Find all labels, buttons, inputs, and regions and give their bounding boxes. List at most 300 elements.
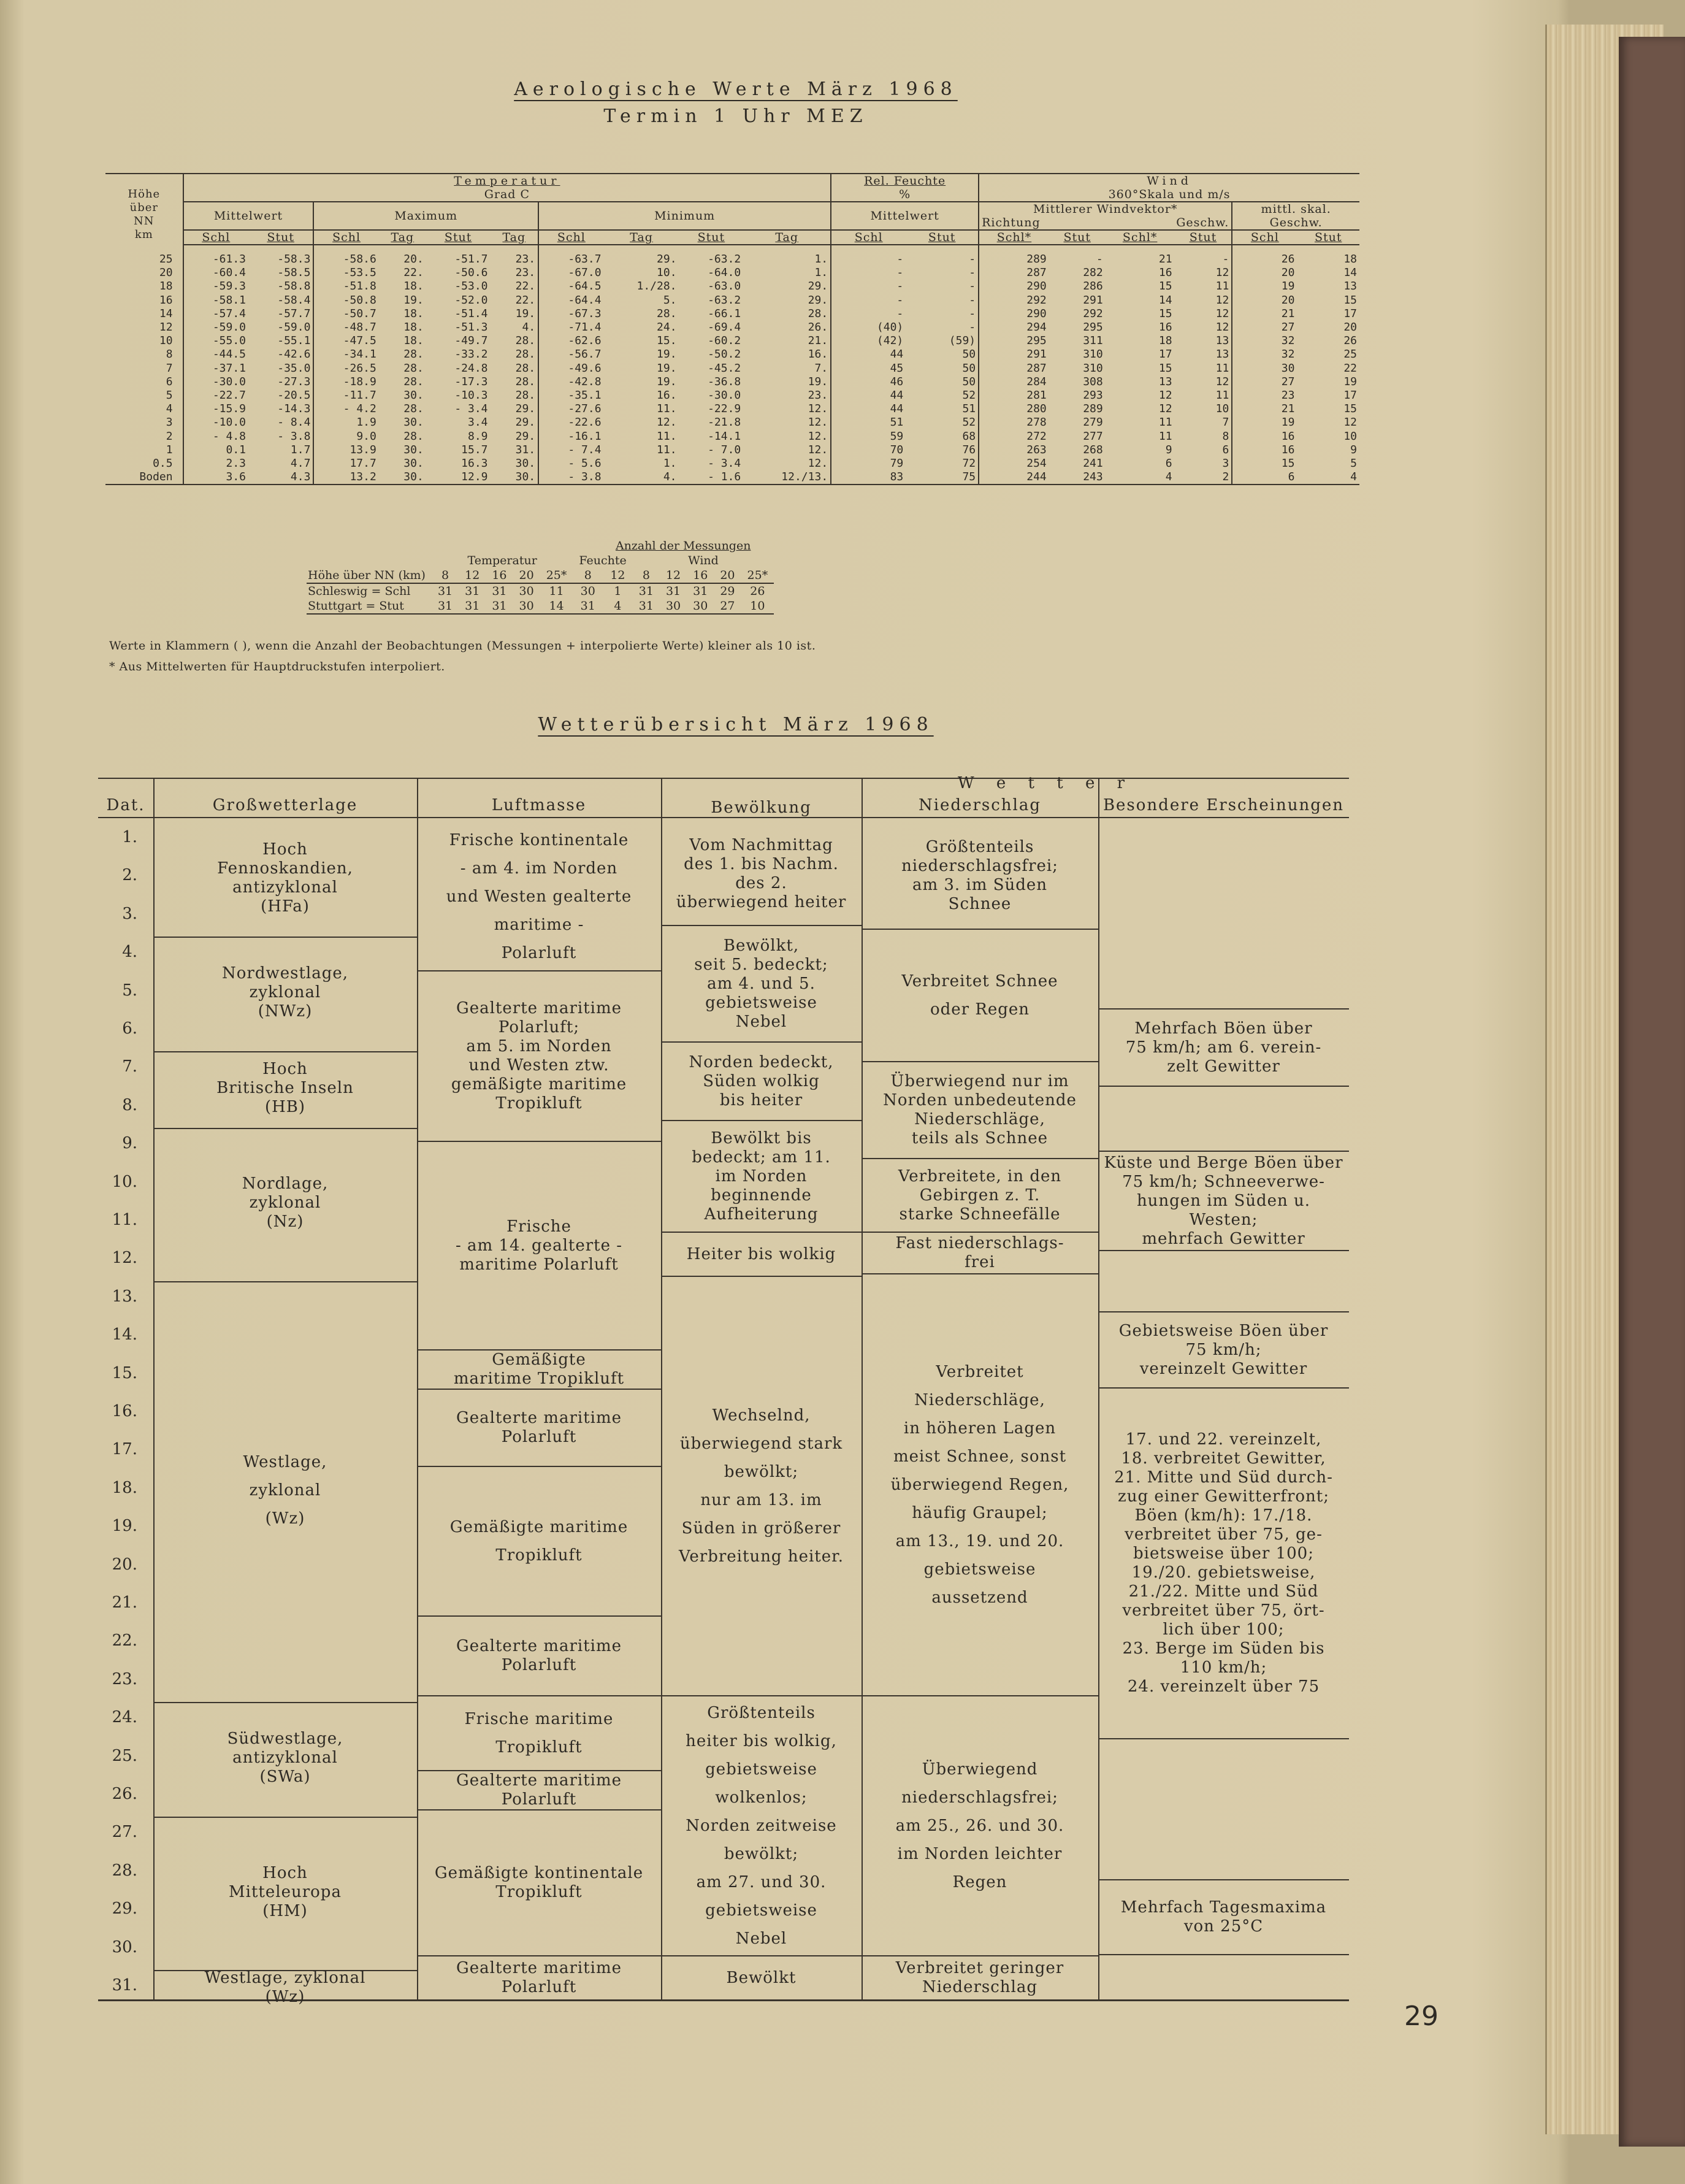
value-cell: -50.7 bbox=[313, 307, 378, 321]
row-rule bbox=[1098, 1387, 1349, 1389]
cell-line: maritime Tropikluft bbox=[453, 1370, 625, 1388]
height-cell: 14 bbox=[159, 307, 173, 320]
value-cell: -49.7 bbox=[454, 334, 488, 348]
day-number: 19. bbox=[112, 1517, 137, 1536]
page-number: 29 bbox=[1404, 2001, 1439, 2032]
cell-line: gebietsweise bbox=[923, 1560, 1036, 1579]
table-row bbox=[105, 416, 1359, 429]
value-cell: 11. bbox=[657, 429, 677, 443]
cell-line: gebietsweise bbox=[705, 1760, 817, 1779]
height-cell: Boden bbox=[105, 470, 183, 485]
weather-type-cell bbox=[157, 937, 413, 1049]
value-cell: 29. bbox=[515, 429, 536, 443]
table-row bbox=[105, 457, 1359, 470]
precip-cell bbox=[865, 1698, 1095, 1954]
value-cell: 75 bbox=[906, 470, 979, 485]
value-cell: 8 bbox=[1222, 429, 1229, 443]
value-cell: 21 bbox=[1232, 307, 1297, 321]
table-row bbox=[105, 430, 1359, 443]
value-cell: 30. bbox=[403, 416, 424, 429]
value-cell: 83 bbox=[831, 470, 906, 485]
count-value: 30 bbox=[580, 584, 595, 598]
row-rule bbox=[862, 1695, 1098, 1696]
aero-title: Aerologische Werte März 1968 bbox=[514, 79, 958, 100]
value-cell: 16 bbox=[1232, 430, 1297, 443]
height-cell: 12 bbox=[159, 321, 173, 334]
value-cell: - bbox=[969, 280, 976, 293]
value-cell: 4 bbox=[1106, 470, 1175, 485]
cell-line: zug einer Gewitterfront; bbox=[1118, 1487, 1329, 1506]
value-cell: 12 bbox=[1215, 266, 1229, 280]
cell-line: maritime - bbox=[494, 916, 584, 934]
column-header: Stut bbox=[679, 230, 744, 245]
cell-line: Süden wolkig bbox=[703, 1071, 820, 1090]
mean-header: Mittelwert bbox=[183, 202, 314, 230]
cell-line: Nordwestlage, bbox=[221, 964, 349, 983]
cell-line: bis heiter bbox=[719, 1090, 803, 1109]
row-rule bbox=[661, 1695, 862, 1696]
value-cell: 12./13. bbox=[743, 470, 831, 485]
value-cell: 28. bbox=[515, 375, 536, 388]
cell-line: Bewölkt bis bbox=[711, 1128, 812, 1148]
value-cell: 14 bbox=[1158, 293, 1172, 307]
table-row bbox=[105, 266, 1359, 280]
cell-line: Verbreitete, in den bbox=[898, 1167, 1062, 1186]
cell-line: Gemäßigte kontinentale bbox=[434, 1864, 644, 1882]
count-level: 20 bbox=[513, 568, 540, 583]
count-value: 26 bbox=[750, 584, 765, 598]
value-cell: 8.9 bbox=[467, 429, 488, 443]
cell-line: Mehrfach Böen über bbox=[1134, 1019, 1313, 1038]
value-cell: 16 bbox=[1158, 321, 1172, 334]
value-cell: - bbox=[969, 307, 976, 320]
value-cell: 19. bbox=[403, 293, 424, 307]
value-cell: -37.1 bbox=[183, 362, 248, 375]
precip-cell bbox=[865, 1160, 1095, 1230]
cell-line: zelt Gewitter bbox=[1167, 1057, 1280, 1076]
count-value: 29 bbox=[720, 584, 735, 598]
cell-line: Verbreitet geringer bbox=[895, 1959, 1064, 1977]
height-label-line: Höhe bbox=[128, 188, 161, 201]
value-cell: 2.3 bbox=[183, 457, 248, 470]
humidity-header: Rel. Feuchte % bbox=[831, 174, 979, 202]
count-value: 30 bbox=[687, 599, 714, 614]
value-cell: 4.3 bbox=[248, 470, 313, 485]
height-cell: 20 bbox=[159, 266, 173, 280]
cell-line: Nordlage, bbox=[242, 1174, 329, 1194]
column-header: Stut bbox=[1297, 230, 1359, 245]
cell-line: Regen bbox=[952, 1873, 1007, 1891]
day-number: 28. bbox=[112, 1861, 137, 1880]
value-cell: - 1.6 bbox=[679, 470, 744, 485]
value-cell: -51.8 bbox=[313, 280, 378, 293]
value-cell: - bbox=[969, 266, 976, 280]
value-cell: 11. bbox=[657, 402, 677, 416]
day-number: 25. bbox=[112, 1746, 137, 1765]
value-cell: -49.6 bbox=[538, 362, 603, 375]
value-cell: -67.3 bbox=[538, 307, 603, 321]
cell-line: Polarluft bbox=[501, 944, 577, 962]
value-cell: 254 bbox=[979, 457, 1049, 470]
value-cell: 44 bbox=[831, 402, 906, 416]
count-humidity: Feuchte bbox=[579, 554, 627, 567]
value-cell: 287 bbox=[979, 266, 1049, 280]
value-cell: - 3.8 bbox=[538, 470, 603, 485]
value-cell: 0.1 bbox=[183, 443, 248, 457]
value-cell: 15 bbox=[1343, 402, 1357, 416]
height-cell: 1 bbox=[166, 443, 173, 456]
precip-cell bbox=[865, 1063, 1095, 1157]
value-cell: -51.7 bbox=[454, 253, 488, 266]
cell-line: überwiegend stark bbox=[679, 1435, 843, 1453]
cell-line: bewölkt; bbox=[724, 1463, 799, 1481]
value-cell: 52 bbox=[962, 416, 976, 429]
value-cell: 30. bbox=[491, 470, 539, 485]
row-rule bbox=[417, 1466, 661, 1467]
day-number: 26. bbox=[112, 1785, 137, 1803]
cell-line: Gemäßigte maritime bbox=[449, 1518, 629, 1536]
value-cell: -53.5 bbox=[313, 266, 378, 280]
precip-cell bbox=[865, 931, 1095, 1060]
value-cell: -58.4 bbox=[277, 293, 311, 307]
row-rule bbox=[661, 925, 862, 926]
count-level: 12 bbox=[603, 568, 633, 583]
header-weather: W e t t e r bbox=[957, 774, 1134, 792]
value-cell: 13.2 bbox=[313, 470, 378, 485]
value-cell: 1.7 bbox=[290, 443, 311, 456]
weather-type-cell bbox=[157, 1281, 413, 1699]
value-cell: 23. bbox=[515, 266, 536, 280]
value-cell: 28. bbox=[808, 307, 828, 320]
height-cell: 2 bbox=[166, 429, 173, 443]
cell-line: zyklonal bbox=[249, 1194, 321, 1213]
minimum-header: Minimum bbox=[538, 202, 831, 230]
cell-line: 23. Berge im Süden bis bbox=[1122, 1639, 1325, 1658]
cell-line: (Nz) bbox=[266, 1213, 304, 1232]
air-mass-cell bbox=[421, 1468, 657, 1614]
value-cell: -26.5 bbox=[313, 362, 378, 375]
value-cell: -52.0 bbox=[454, 293, 488, 307]
value-cell: 23. bbox=[515, 253, 536, 266]
column-header: Schl bbox=[538, 230, 603, 245]
value-cell: - bbox=[1222, 253, 1229, 266]
value-cell: -58.3 bbox=[277, 253, 311, 266]
value-cell: 29. bbox=[808, 280, 828, 293]
count-level: 8 bbox=[633, 568, 660, 583]
cell-line: nur am 13. im bbox=[700, 1491, 822, 1509]
day-number: 23. bbox=[112, 1669, 137, 1688]
value-cell: -59.3 bbox=[183, 280, 248, 293]
count-temperature: Temperatur bbox=[467, 554, 537, 567]
height-cell: 5 bbox=[166, 389, 173, 402]
air-mass-cell bbox=[421, 1698, 657, 1769]
value-cell: 291 bbox=[979, 348, 1049, 361]
value-cell: -57.7 bbox=[277, 307, 311, 320]
row-rule bbox=[1098, 1879, 1349, 1880]
day-number: 6. bbox=[122, 1019, 137, 1038]
cell-line: Norden unbedeutende bbox=[883, 1091, 1077, 1109]
value-cell: 10. bbox=[657, 266, 677, 280]
value-cell: 3 bbox=[1222, 457, 1229, 470]
value-cell: 28. bbox=[403, 375, 424, 388]
cell-line: 75 km/h; am 6. verein- bbox=[1125, 1038, 1322, 1057]
count-level: 12 bbox=[660, 568, 687, 583]
value-cell: -60.2 bbox=[708, 334, 741, 348]
column-header: Stut bbox=[1049, 230, 1106, 245]
value-cell: -59.0 bbox=[277, 321, 311, 334]
value-cell: -69.4 bbox=[708, 321, 741, 334]
value-cell: - bbox=[831, 307, 906, 321]
value-cell: -59.0 bbox=[183, 321, 248, 334]
cell-line: Bewölkt bbox=[726, 1968, 797, 1987]
value-cell: 21 bbox=[1158, 253, 1172, 266]
count-value: 11 bbox=[549, 584, 564, 598]
value-cell: -58.8 bbox=[277, 280, 311, 293]
cell-line: Polarluft bbox=[501, 1978, 577, 1996]
value-cell: 11. bbox=[657, 443, 677, 456]
value-cell: - 8.4 bbox=[277, 416, 311, 429]
cell-line: (SWa) bbox=[259, 1768, 311, 1787]
count-value: 31 bbox=[693, 584, 708, 598]
cell-line: Norden bedeckt, bbox=[689, 1052, 834, 1071]
value-cell: 1. bbox=[814, 253, 828, 266]
row-rule bbox=[1098, 1738, 1349, 1739]
value-cell: 15. bbox=[657, 334, 677, 348]
value-cell: 15 bbox=[1158, 280, 1172, 293]
value-cell: 30. bbox=[403, 389, 424, 402]
cell-line: und Westen ztw. bbox=[468, 1056, 609, 1075]
count-title: Anzahl der Messungen bbox=[615, 539, 751, 553]
value-cell: 10 bbox=[1343, 429, 1357, 443]
day-number: 13. bbox=[112, 1287, 137, 1306]
value-cell: 11 bbox=[1215, 280, 1229, 293]
cloud-cell bbox=[665, 1278, 858, 1694]
value-cell: 59 bbox=[831, 430, 906, 443]
cell-line: gebietsweise bbox=[705, 993, 817, 1012]
count-value: 14 bbox=[540, 599, 573, 614]
cell-line: Mitteleuropa bbox=[229, 1882, 342, 1901]
count-wind: Wind bbox=[688, 554, 719, 567]
cell-line: Hoch bbox=[262, 840, 308, 859]
air-mass-cell bbox=[421, 1812, 657, 1954]
value-cell: 19 bbox=[1232, 416, 1297, 429]
value-cell: - bbox=[831, 294, 906, 307]
cell-line: des 1. bis Nachm. bbox=[684, 855, 839, 873]
header-weather-type: Großwetterlage bbox=[212, 796, 358, 814]
value-cell: -62.6 bbox=[538, 334, 603, 348]
value-cell: -22.7 bbox=[183, 389, 248, 402]
aero-subtitle: Termin 1 Uhr MEZ bbox=[603, 105, 868, 127]
value-cell: (42) bbox=[831, 334, 906, 348]
value-cell: -58.6 bbox=[313, 245, 378, 266]
day-number: 12. bbox=[112, 1249, 137, 1268]
value-cell: 19 bbox=[1343, 375, 1357, 388]
cell-line: am 4. und 5. bbox=[707, 974, 816, 993]
cell-line: Gealterte maritime bbox=[456, 999, 622, 1017]
cell-line: Tropikluft bbox=[495, 1546, 583, 1565]
value-cell: -63.2 bbox=[708, 253, 741, 266]
cell-line: heiter bis wolkig, bbox=[686, 1732, 837, 1750]
value-cell: 51 bbox=[831, 416, 906, 429]
value-cell: 70 bbox=[831, 443, 906, 457]
cell-line: Fast niederschlags- bbox=[895, 1234, 1064, 1252]
day-number: 21. bbox=[112, 1593, 137, 1612]
air-mass-cell bbox=[421, 824, 657, 969]
count-level: 25* bbox=[540, 568, 573, 583]
cell-line: Vom Nachmittag bbox=[689, 836, 833, 854]
value-cell: -64.4 bbox=[538, 294, 603, 307]
value-cell: 243 bbox=[1049, 470, 1106, 485]
value-cell: 16. bbox=[657, 389, 677, 402]
day-number: 22. bbox=[112, 1631, 137, 1650]
row-rule bbox=[1098, 1151, 1349, 1152]
value-cell: - 4.8 bbox=[183, 430, 248, 443]
row-rule bbox=[862, 1061, 1098, 1062]
value-cell: -15.9 bbox=[183, 402, 248, 416]
value-cell: 294 bbox=[979, 321, 1049, 334]
special-cell bbox=[1102, 1882, 1345, 1953]
column-header: Schl* bbox=[1106, 230, 1175, 245]
value-cell: 19. bbox=[515, 307, 536, 320]
height-cell: 7 bbox=[166, 361, 173, 375]
value-cell: 23. bbox=[808, 389, 828, 402]
day-number: 27. bbox=[112, 1823, 137, 1842]
value-cell: 7 bbox=[1222, 416, 1229, 429]
value-cell: 6 bbox=[1222, 443, 1229, 456]
value-cell: 79 bbox=[831, 457, 906, 470]
wind-vector-header: Mittlerer Windvektor* Richtung Geschw. bbox=[979, 202, 1232, 230]
cell-line: 110 km/h; bbox=[1180, 1658, 1267, 1677]
cell-line: Gealterte maritime bbox=[456, 1637, 622, 1655]
value-cell: 15 bbox=[1158, 307, 1172, 320]
value-cell: -64.5 bbox=[538, 280, 603, 293]
value-cell: 23 bbox=[1232, 389, 1297, 402]
value-cell: -64.0 bbox=[708, 266, 741, 280]
cell-line: Verbreitung heiter. bbox=[679, 1547, 844, 1566]
cell-line: überwiegend Regen, bbox=[890, 1476, 1069, 1494]
row-rule bbox=[417, 1389, 661, 1390]
value-cell: 310 bbox=[1083, 361, 1103, 375]
temperature-header: Temperatur Grad C bbox=[183, 174, 831, 202]
precip-cell bbox=[865, 824, 1095, 927]
value-cell: -58.1 bbox=[183, 294, 248, 307]
count-row bbox=[307, 583, 774, 599]
cell-line: Niederschläge, bbox=[914, 1110, 1045, 1128]
cell-line: bedeckt; am 11. bbox=[692, 1148, 831, 1167]
day-number: 8. bbox=[122, 1095, 137, 1114]
wind-header: Wind 360°Skala und m/s bbox=[979, 174, 1359, 202]
cell-line: Heiter bis wolkig bbox=[686, 1244, 836, 1263]
value-cell: -63.2 bbox=[708, 293, 741, 307]
height-header bbox=[105, 174, 183, 245]
value-cell: 4 bbox=[1297, 470, 1359, 485]
header-bottom-rule bbox=[98, 817, 1349, 818]
row-rule bbox=[1098, 1954, 1349, 1955]
value-cell: 310 bbox=[1083, 348, 1103, 361]
value-cell: -35.1 bbox=[538, 389, 603, 402]
value-cell: 311 bbox=[1083, 334, 1103, 348]
value-cell: 44 bbox=[831, 389, 906, 402]
row-rule bbox=[862, 1232, 1098, 1233]
cell-line: am 27. und 30. bbox=[696, 1873, 827, 1891]
cell-line: Bewölkt, bbox=[723, 936, 800, 955]
value-cell: 21. bbox=[808, 334, 828, 348]
value-cell: -44.5 bbox=[183, 348, 248, 361]
value-cell: 18. bbox=[403, 280, 424, 293]
height-cell: 0.5 bbox=[153, 457, 173, 470]
row-rule bbox=[1098, 1008, 1349, 1010]
cloud-cell bbox=[665, 1698, 858, 1954]
cell-line: Süden in größerer bbox=[681, 1519, 841, 1538]
value-cell: 26. bbox=[808, 321, 828, 334]
column-header: Schl bbox=[1232, 230, 1297, 245]
value-cell: -18.9 bbox=[313, 375, 378, 389]
value-cell: 12. bbox=[808, 443, 828, 456]
cell-line: Polarluft bbox=[501, 1790, 577, 1809]
value-cell: -34.1 bbox=[313, 348, 378, 361]
value-cell: 4.7 bbox=[290, 457, 311, 470]
table-row bbox=[105, 375, 1359, 389]
value-cell: 51 bbox=[962, 402, 976, 416]
cell-line: am 5. im Norden bbox=[466, 1037, 612, 1056]
cell-line: Polarluft bbox=[501, 1656, 577, 1674]
cell-line: Hoch bbox=[262, 1060, 308, 1079]
column-header: Schl bbox=[313, 230, 378, 245]
cell-line: Größtenteils bbox=[707, 1704, 816, 1722]
row-rule bbox=[661, 1955, 862, 1956]
value-cell: 30. bbox=[379, 470, 426, 485]
value-cell: - 4.2 bbox=[313, 402, 378, 416]
column-header: Tag bbox=[604, 230, 679, 245]
weather-overview-table bbox=[98, 774, 1349, 2007]
value-cell: - bbox=[831, 280, 906, 293]
table-row bbox=[105, 389, 1359, 402]
value-cell: 11 bbox=[1215, 389, 1229, 402]
weather-type-cell bbox=[157, 1128, 413, 1279]
value-cell: 17 bbox=[1343, 389, 1357, 402]
cell-line: (HM) bbox=[262, 1901, 308, 1920]
value-cell: -55.0 bbox=[183, 334, 248, 348]
value-cell: 6 bbox=[1165, 457, 1172, 470]
cell-line: 19./20. gebietsweise, bbox=[1131, 1563, 1316, 1582]
value-cell: -50.6 bbox=[454, 266, 488, 280]
value-cell: 25 bbox=[1343, 348, 1357, 361]
cell-line: frei bbox=[965, 1253, 995, 1271]
cell-line: aussetzend bbox=[931, 1588, 1028, 1607]
value-cell: 20 bbox=[1232, 294, 1297, 307]
cell-line: bietsweise über 100; bbox=[1133, 1544, 1314, 1563]
value-cell: 27 bbox=[1232, 321, 1297, 334]
value-cell: -36.8 bbox=[708, 375, 741, 388]
cell-line: (HFa) bbox=[261, 897, 310, 916]
column-header: Schl* bbox=[979, 230, 1049, 245]
value-cell: - 3.8 bbox=[277, 429, 311, 443]
value-cell: -51.3 bbox=[454, 321, 488, 334]
height-cell: 8 bbox=[166, 348, 173, 361]
value-cell: 291 bbox=[1083, 293, 1103, 307]
value-cell: -42.8 bbox=[538, 375, 603, 389]
value-cell: 295 bbox=[1083, 321, 1103, 334]
value-cell: - 7.0 bbox=[708, 443, 741, 456]
cell-line: 75 km/h; bbox=[1185, 1340, 1262, 1359]
column-header: Stut bbox=[906, 230, 979, 245]
day-number: 1. bbox=[122, 828, 137, 846]
value-cell: 29. bbox=[515, 416, 536, 429]
value-cell: 28. bbox=[515, 348, 536, 361]
header-special: Besondere Erscheinungen bbox=[1102, 796, 1345, 814]
value-cell: 30. bbox=[403, 457, 424, 470]
count-value: 31 bbox=[432, 599, 459, 614]
